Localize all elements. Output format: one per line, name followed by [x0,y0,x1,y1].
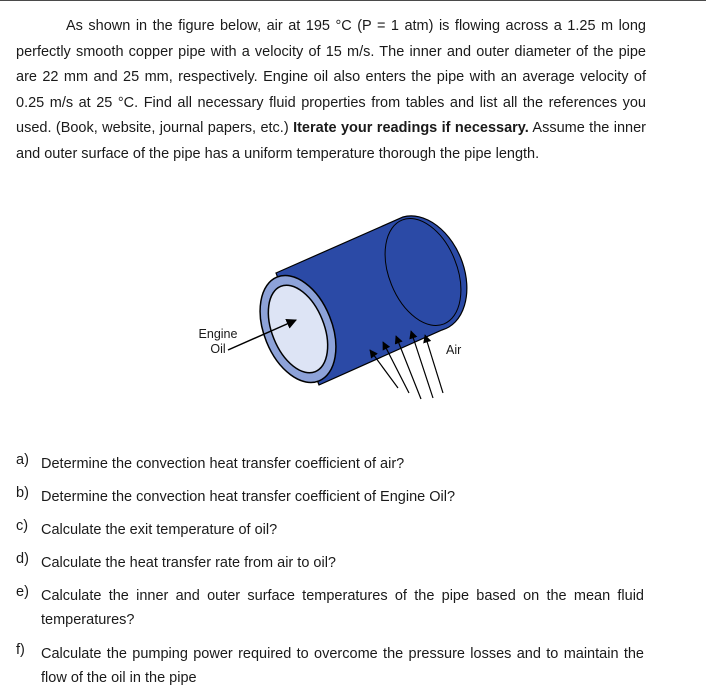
question-text: Calculate the heat transfer rate from air to oil? [41,555,336,571]
problem-text-bold: Iterate your readings if necessary. [293,120,529,137]
question-letter: a) [16,452,29,468]
question-text: Calculate the inner and outer surface temperatures of the pipe based on the mean fluid temperatures? [41,588,644,628]
top-rule [0,0,706,1]
question-text: Calculate the pumping power required to overcome the pressure losses and to maintain the flow of the oil in the pipe [41,646,644,686]
problem-statement [16,14,646,168]
question-text: Calculate the exit temperature of oil? [41,522,278,538]
air-label: Air [446,343,462,357]
question-letter: d) [16,551,29,567]
question-letter: f) [16,642,25,658]
problem-text-part2: Assume the inner and outer surface of the pipe has a uniform temperature thorough the pipe length. [16,120,646,162]
engine-oil-label-line1: Engine [198,327,238,341]
engine-oil-label-line2: Oil [210,342,226,356]
air-flow-arrow [425,335,443,393]
pipe-figure [180,200,500,420]
question-letter: c) [16,518,29,534]
problem-text-part1: As shown in the figure below, air at 195 °C (P = 1 atm) is flowing across a 1.25 m long perfectly smooth copper pipe with a velocity of 15 m/s. The inner and outer diameter of the pipe are 22 mm and 25 mm, respectively. Engine oil also enters the pipe with an average velocity of 0.25 m/s at 25 °C. Find all necessary fluid properties from tables and list all the references you used. (Book, website, journal papers, etc.) [16,18,646,137]
question-letter: e) [16,584,29,600]
air-flow-arrow [411,331,433,398]
question-letter: b) [16,485,29,501]
question-text: Determine the convection heat transfer coefficient of Engine Oil? [41,489,456,505]
question-text: Determine the convection heat transfer coefficient of air? [41,456,405,472]
